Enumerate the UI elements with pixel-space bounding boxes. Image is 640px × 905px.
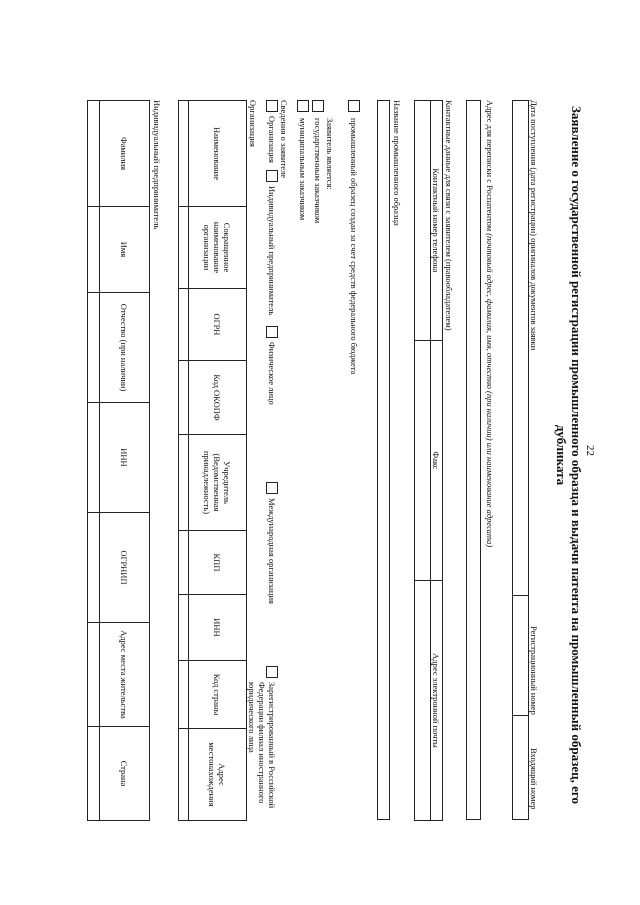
org-col-kpp: КПП <box>189 531 247 595</box>
ip-col-inn: ИНН <box>100 403 150 513</box>
email-input[interactable] <box>415 581 431 821</box>
org-col-address: Адрес местонахождения <box>189 729 247 821</box>
intake-input-row[interactable] <box>512 100 529 820</box>
form-title: Заявление о государственной регистрации промышленного образца и выдачи патента на промышленный образец, его дубликата <box>554 106 584 804</box>
ip-input-name[interactable] <box>88 207 100 293</box>
ip-col-patronymic: Отчество (при наличии) <box>100 293 150 403</box>
org-input-country-code[interactable] <box>179 661 189 729</box>
org-col-country-code: Код страны <box>189 661 247 729</box>
ip-input-ogrnip[interactable] <box>88 513 100 623</box>
ip-col-name: Имя <box>100 207 150 293</box>
federal-budget-label: промышленный образец создан за счет средств федерального бюджета <box>349 118 359 375</box>
phone-input[interactable] <box>415 101 431 341</box>
applicant-is-label: Заявитель является: <box>325 118 335 190</box>
foreign-branch-option-label: Зарегистрированный в Российской Федерации филиал иностранного юридического лица <box>247 682 277 809</box>
state-customer-checkbox[interactable] <box>312 100 324 112</box>
ip-input-patronymic[interactable] <box>88 293 100 403</box>
ip-input-inn[interactable] <box>88 403 100 513</box>
organization-table <box>178 100 247 821</box>
municipal-customer-checkbox[interactable] <box>297 100 309 112</box>
foreign-branch-checkbox[interactable] <box>266 666 278 678</box>
individual-option-label: Физическое лицо <box>267 342 277 405</box>
org-col-ogrn: ОГРН <box>189 289 247 361</box>
org-col-inn: ИНН <box>189 595 247 661</box>
entrepreneur-table <box>87 100 150 821</box>
ip-col-ogrnip: ОГРНИП <box>100 513 150 623</box>
org-input-address[interactable] <box>179 729 189 821</box>
entrepreneur-option-label: Индивидуальный предприниматель <box>267 186 277 316</box>
intake-date-label: Дата поступления (дата регистрации) оригиналов документов заявки <box>529 100 539 351</box>
contacts-table <box>414 100 443 821</box>
applicant-info-label: Сведения о заявителе <box>279 100 289 179</box>
org-input-short-name[interactable] <box>179 207 189 289</box>
divider <box>512 595 529 596</box>
entrepreneur-section-label: Индивидуальный предприниматель <box>152 100 162 230</box>
organization-checkbox[interactable] <box>266 100 278 112</box>
state-customer-label: государственным заказчиком <box>313 118 323 224</box>
org-input-inn[interactable] <box>179 595 189 661</box>
organization-option-label: Организация <box>267 116 277 163</box>
municipal-customer-label: муниципальным заказчиком <box>298 118 308 221</box>
org-input-founder[interactable] <box>179 435 189 531</box>
phone-header: Контактный номер телефона <box>431 101 443 341</box>
org-input-ogrn[interactable] <box>179 289 189 361</box>
individual-checkbox[interactable] <box>266 326 278 338</box>
design-name-input[interactable] <box>377 100 390 820</box>
page-number: 22 <box>584 445 596 456</box>
contacts-label: Контактные данные для связи с заявителем (правообладателем) <box>444 100 454 331</box>
ip-col-address: Адрес места жительства <box>100 623 150 727</box>
org-col-short-name: Сокращенное наименование организации <box>189 207 247 289</box>
email-header: Адрес электронной почты <box>431 581 443 821</box>
ip-input-address[interactable] <box>88 623 100 727</box>
org-input-okopf[interactable] <box>179 361 189 435</box>
ip-col-country: Страна <box>100 727 150 821</box>
international-org-checkbox[interactable] <box>266 482 278 494</box>
international-org-option-label: Международная организация <box>267 498 277 604</box>
address-label: Адрес для переписки с Роспатентом (почтовый адрес, фамилия, имя, отчество (при наличии) или наименование адресата) <box>485 100 495 548</box>
org-col-name: Наименование <box>189 101 247 207</box>
org-col-founder: Учредитель (Ведомственная принадлежность) <box>189 435 247 531</box>
org-input-kpp[interactable] <box>179 531 189 595</box>
address-input[interactable] <box>466 100 481 820</box>
federal-budget-checkbox[interactable] <box>348 100 360 112</box>
divider <box>512 715 529 716</box>
organization-section-label: Организация <box>248 100 258 147</box>
fax-header: Факс <box>431 341 443 581</box>
ip-input-country[interactable] <box>88 727 100 821</box>
incoming-number-label: Входящий номер <box>529 748 539 810</box>
ip-input-surname[interactable] <box>88 101 100 207</box>
entrepreneur-checkbox[interactable] <box>266 170 278 182</box>
fax-input[interactable] <box>415 341 431 581</box>
ip-col-surname: Фамилия <box>100 101 150 207</box>
design-name-label: Название промышленного образца <box>392 100 402 226</box>
org-input-name[interactable] <box>179 101 189 207</box>
reg-number-label: Регистрационный номер <box>529 626 539 715</box>
org-col-okopf: Код ОКОПФ <box>189 361 247 435</box>
